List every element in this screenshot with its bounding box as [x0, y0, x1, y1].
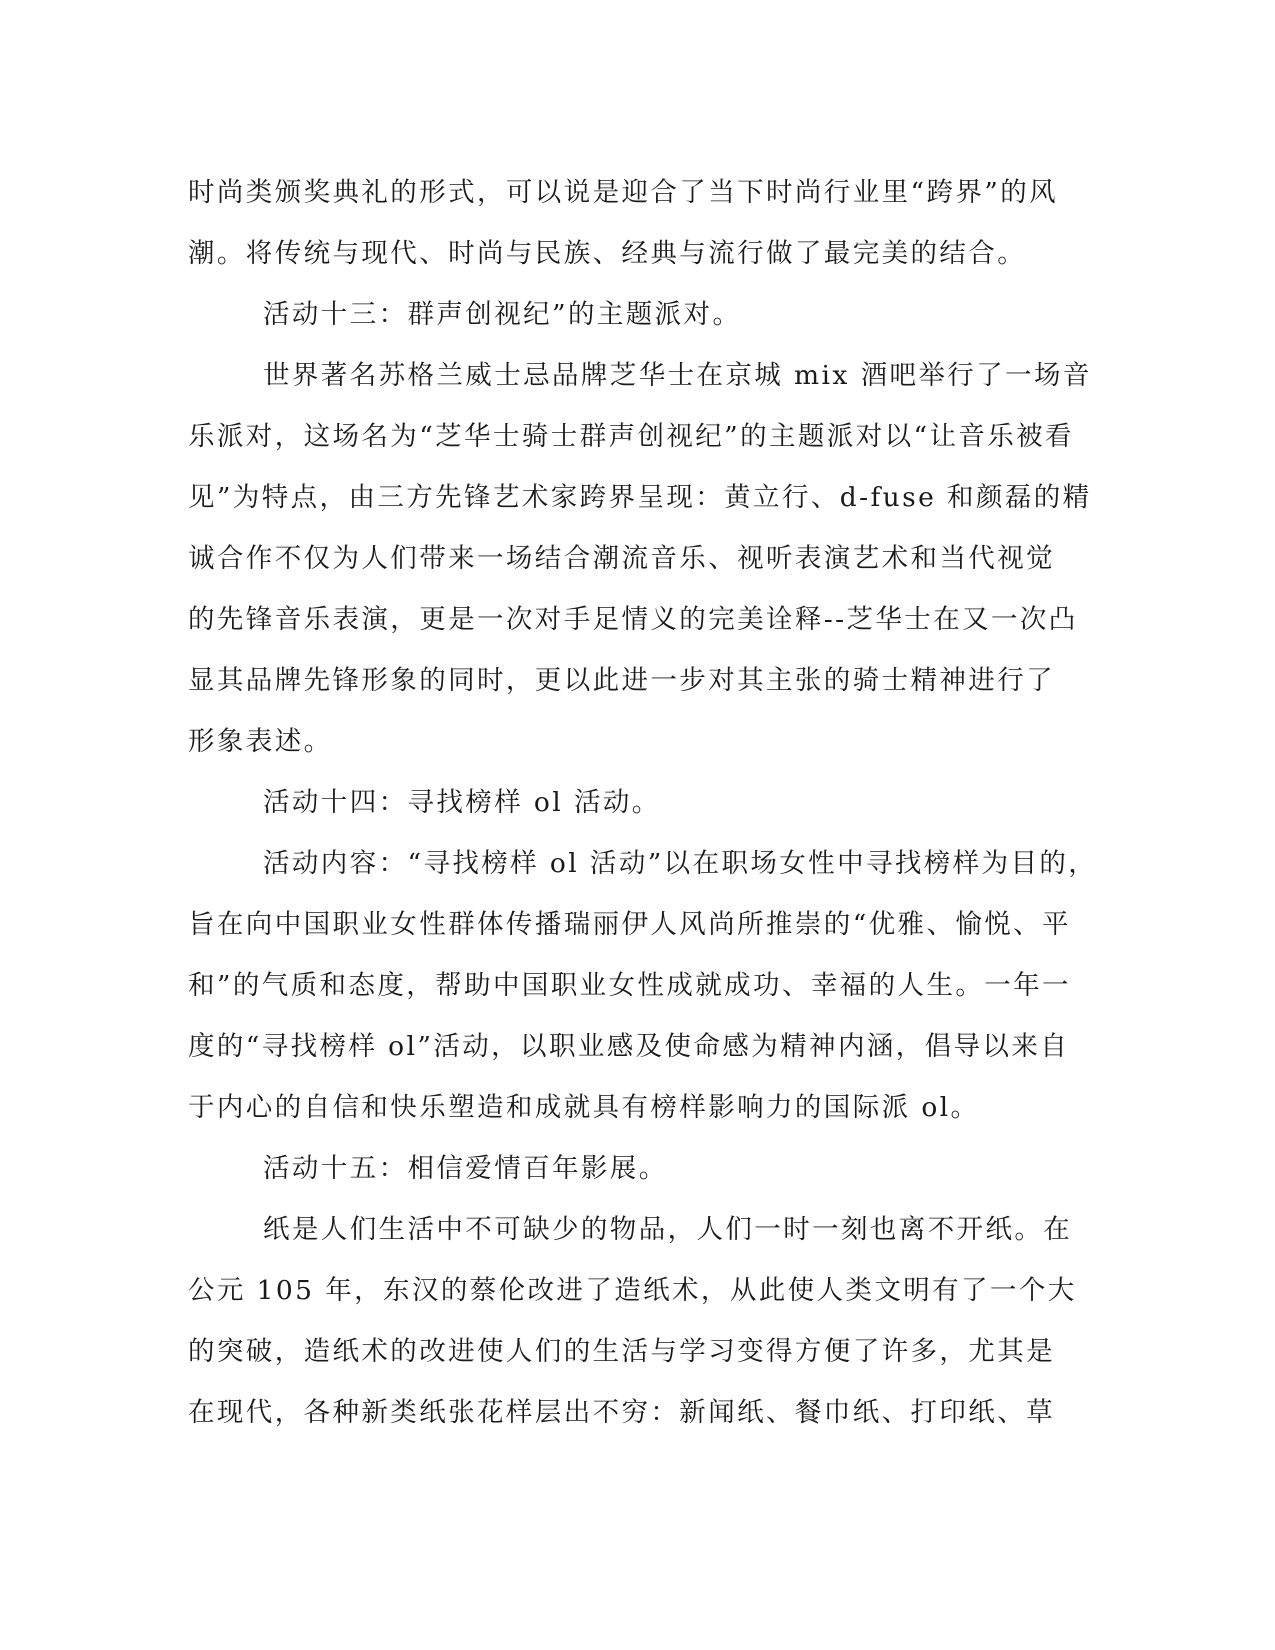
section-heading-activity-15: 活动十五：相信爱情百年影展。	[263, 1153, 668, 1184]
text-line: 和”的气质和态度，帮助中国职业女性成就成功、幸福的人生。一年一	[188, 970, 1071, 1001]
text-line: 乐派对，这场名为“芝华士骑士群声创视纪”的主题派对以“让音乐被看	[188, 421, 1074, 452]
text-line: 世界著名苏格兰威士忌品牌芝华士在京城 mix 酒吧举行了一场音	[263, 360, 1092, 391]
text-line: 活动内容：“寻找榜样 ol 活动”以在职场女性中寻找榜样为目的，	[263, 848, 1098, 879]
text-line: 诚合作不仅为人们带来一场结合潮流音乐、视听表演艺术和当代视觉	[188, 543, 1055, 574]
text-line: 见”为特点，由三方先锋艺术家跨界呈现：黄立行、d-fuse 和颜磊的精	[188, 482, 1092, 513]
section-heading-activity-14: 活动十四：寻找榜样 ol 活动。	[263, 787, 661, 818]
text-line: 旨在向中国职业女性群体传播瑞丽伊人风尚所推崇的“优雅、愉悦、平	[188, 909, 1071, 940]
text-line: 于内心的自信和快乐塑造和成就具有榜样影响力的国际派 ol。	[188, 1092, 980, 1123]
text-line: 潮。将传统与现代、时尚与民族、经典与流行做了最完美的结合。	[188, 238, 1027, 269]
section-heading-activity-13: 活动十三：群声创视纪”的主题派对。	[263, 299, 742, 330]
text-line: 显其品牌先锋形象的同时，更以此进一步对其主张的骑士精神进行了	[188, 665, 1055, 696]
text-line: 公元 105 年，东汉的蔡伦改进了造纸术，从此使人类文明有了一个大	[188, 1275, 1077, 1306]
body-text	[188, 162, 1098, 1443]
text-line: 的先锋音乐表演，更是一次对手足情义的完美诠释--芝华士在又一次凸	[188, 604, 1078, 635]
text-line: 在现代，各种新类纸张花样层出不穷：新闻纸、餐巾纸、打印纸、草	[188, 1397, 1055, 1428]
text-line: 度的“寻找榜样 ol”活动，以职业感及使命感为精神内涵，倡导以来自	[188, 1031, 1070, 1062]
text-line: 纸是人们生活中不可缺少的物品，人们一时一刻也离不开纸。在	[263, 1214, 1073, 1245]
text-line: 的突破，造纸术的改进使人们的生活与学习变得方便了许多，尤其是	[188, 1336, 1055, 1367]
text-line: 时尚类颁奖典礼的形式，可以说是迎合了当下时尚行业里“跨界”的风	[188, 177, 1058, 208]
text-line: 形象表述。	[188, 726, 333, 757]
